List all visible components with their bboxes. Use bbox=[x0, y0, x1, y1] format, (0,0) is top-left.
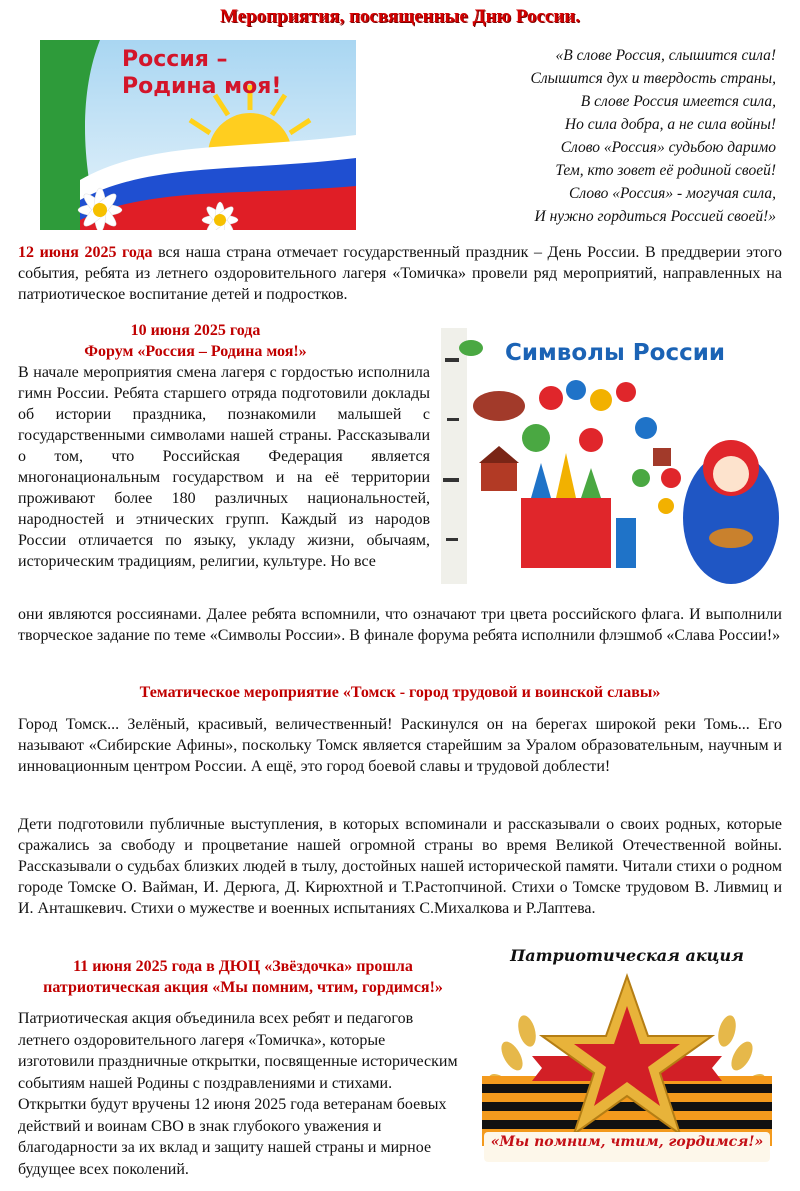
action-heading-line: патриотическая акция «Мы помним, чтим, гордимся!» bbox=[43, 979, 443, 996]
patriotic-action-image bbox=[472, 936, 782, 1184]
russia-drawing-image bbox=[40, 40, 356, 230]
symbols-image-title: Символы России bbox=[505, 340, 725, 366]
poem-line: В слове Россия имеется сила, bbox=[580, 93, 776, 110]
poem-line: Слышится дух и твердость страны, bbox=[530, 70, 776, 87]
intro-paragraph bbox=[18, 242, 782, 305]
russia-drawing-caption: Россия – Родина моя! bbox=[122, 47, 282, 99]
tomsk-heading: Тематическое мероприятие «Томск - город трудовой и воинской славы» bbox=[139, 684, 661, 701]
intro-date: 12 июня 2025 года bbox=[18, 244, 153, 261]
intro-text: вся наша страна отмечает государственный праздник – День России. В преддверии этого события, ребята из летнего оздоровительного лагеря «Томичка» провели ряд мероприятий, направленных на патриотическое воспитание детей и подростков. bbox=[18, 244, 782, 303]
poem-line: И нужно гордиться Россией своей!» bbox=[534, 208, 776, 225]
page-title: Мероприятия, посвященные Дню России. bbox=[220, 6, 580, 27]
poem-line: Слово «Россия» судьбою даримо bbox=[560, 139, 776, 156]
patriotic-image-bottom-text: «Мы помним, чтим, гордимся!» bbox=[490, 1134, 764, 1150]
action-paragraph: Патриотическая акция объединила всех ребят и педагогов летнего оздоровительного лагеря «Томичка», которые изготовили праздничные открытки, посвященные историческим событиям нашей Родины с поздравлениями и стихами. Открытки будут вручены 12 июня 2025 года ветеранам боевых действий и воинам СВО в знак глубокого уважения и благодарности за их вклад и защиту нашей страны и мирное будущее всех поколений. bbox=[18, 1010, 458, 1178]
patriotic-image-top-text: Патриотическая акция bbox=[510, 946, 744, 965]
tomsk-paragraph-2: Дети подготовили публичные выступления, в которых вспоминали и рассказывали о своих родных, которые сражались за свободу и процветание нашей огромной страны во время Великой Отечественной войны. Рассказывали о судьбах близких людей в тылу, достойных нашей исторической памяти. Читали стихи о родном городе Томске О. Вайман, И. Дерюга, Д. Кирюхтной и Т.Растопчиной. Стихи о Томске трудовом В. Ливмиц и И. Анташкевич. Стихи о мужестве и военных испытаниях С.Михалкова и Р.Лаптева. bbox=[18, 816, 782, 917]
action-heading bbox=[18, 956, 468, 998]
poem-line: Слово «Россия» - могучая сила, bbox=[569, 185, 776, 202]
forum-heading bbox=[18, 320, 373, 362]
tomsk-paragraph-1: Город Томск... Зелёный, красивый, величественный! Раскинулся он на берегах широкой реки Томь... Его называют «Сибирские Афины», поскольку Томск является старейшим за Уралом образовательным, научным и инновационным центром России. А ещё, это город боевой славы и трудовой доблести! bbox=[18, 716, 782, 775]
forum-date: 10 июня 2025 года bbox=[130, 322, 261, 339]
forum-name: Форум «Россия – Родина моя!» bbox=[84, 343, 307, 360]
poem-line: Тем, кто зовет её родиной своей! bbox=[555, 162, 776, 179]
poem-line: «В слове Россия, слышится сила! bbox=[555, 47, 776, 64]
symbols-illustration bbox=[441, 328, 781, 584]
forum-paragraph-full: они являются россиянами. Далее ребята вспомнили, что означают три цвета российского флага. И выполнили творческое задание по теме «Символы России». В финале форума ребята исполнили флэшмоб «Слава России!» bbox=[18, 606, 782, 644]
forum-paragraph-wrap: В начале мероприятия смена лагеря с гордостью исполнила гимн России. Ребята старшего отряда подготовили доклады об истории праздника, познакомили малышей с государственными символами нашей страны. Рассказывали о том, что Российская Федерация является многонациональным государством и на её территории проживают более 180 различных национальностей, народностей и этнических групп. Каждый из народов России отличается по языку, укладу жизни, обычаям, историческим традициям, религии, культуре. Но все bbox=[18, 364, 430, 570]
poem-line: Но сила добра, а не сила войны! bbox=[564, 116, 776, 133]
action-heading-line: 11 июня 2025 года в ДЮЦ «Звёздочка» прошла bbox=[73, 958, 413, 975]
symbols-of-russia-image bbox=[441, 328, 781, 584]
poem bbox=[456, 44, 776, 228]
